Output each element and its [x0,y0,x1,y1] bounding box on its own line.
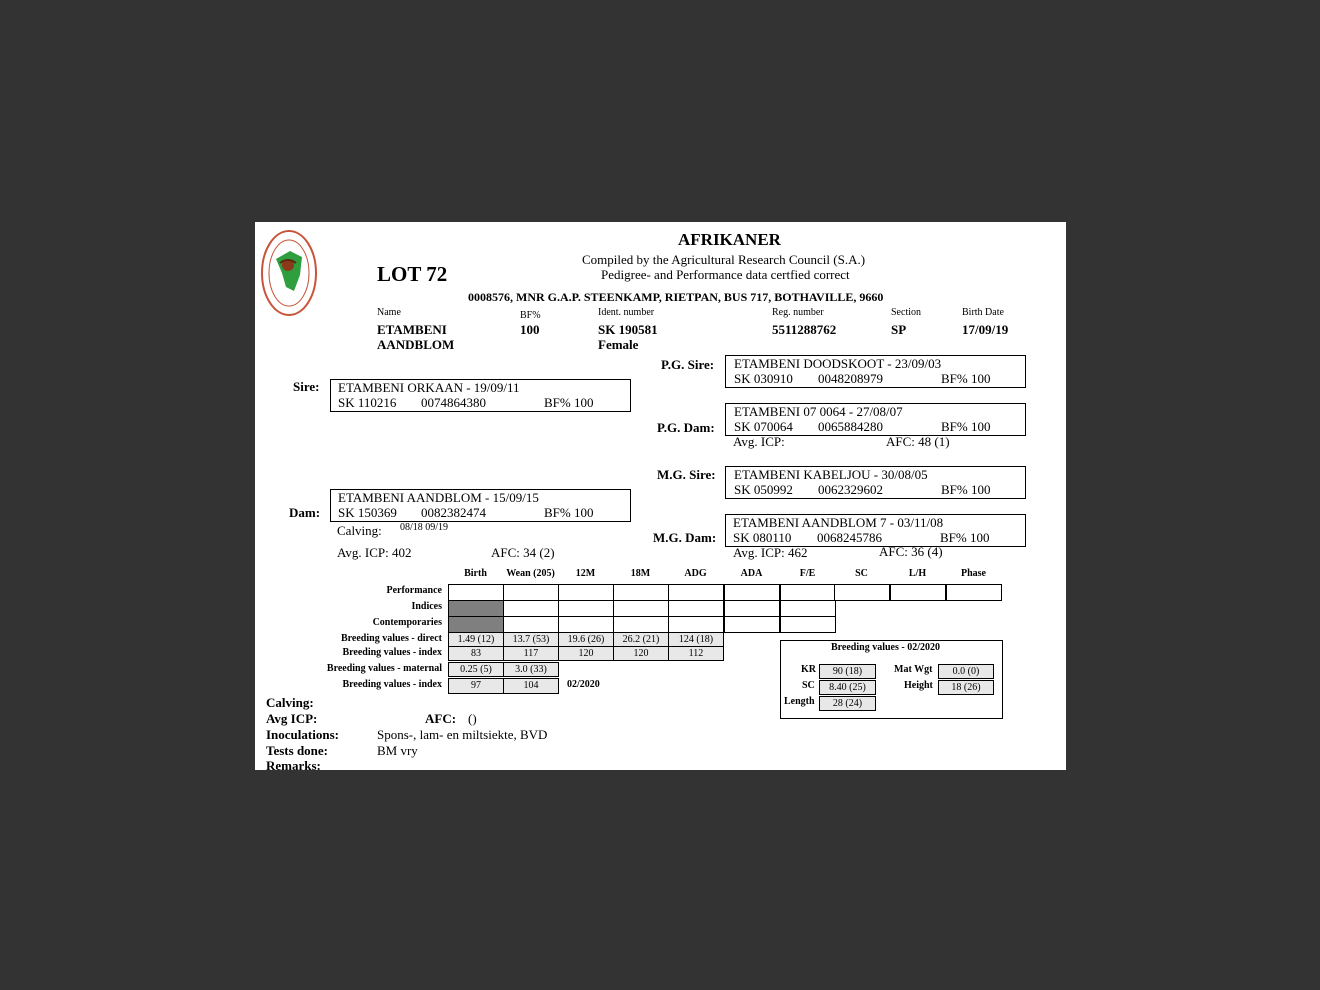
bv-mat-index-cell: 97 [448,678,504,694]
indices-cell [503,600,559,617]
animal-name-2: AANDBLOM [377,337,455,352]
mg-dam-bf: BF% 100 [940,530,990,545]
row-label-6: Breeding values - index [342,679,442,690]
animal-section: SP [891,322,907,337]
bv-kr-label: KR [801,664,816,675]
dam-ident: SK 150369 [338,505,397,520]
bv-sc-label: SC [802,680,815,691]
indices-cell [780,600,836,617]
pg-dam-label: P.G. Dam: [657,420,715,435]
contemporaries-cell [724,616,780,633]
lot-number: LOT 72 [377,262,448,286]
bv-direct-cell: 1.49 (12) [448,632,504,647]
header-birth: Birth Date [962,307,1004,318]
dam-calving-label: Calving: [337,523,382,538]
row-label-4: Breeding values - index [342,647,442,658]
mg-dam-box [725,514,1026,547]
header-reg: Reg. number [772,307,824,318]
header-bf: BF% [520,310,541,321]
bv-index-cell: 120 [558,646,614,661]
pg-sire-ident: SK 030910 [734,371,793,386]
col-header-2: 12M [575,568,596,579]
performance-cell [503,584,559,601]
owner-line: 0008576, MNR G.A.P. STEENKAMP, RIETPAN, BUS 717, BOTHAVILLE, 9660 [468,290,884,304]
dam-calving-value: 08/18 09/19 [400,522,449,533]
indices-cell [448,600,504,617]
bv-index-cell: 112 [668,646,724,661]
performance-cell [834,584,890,601]
bv-box [780,640,1003,719]
row-label-0: Performance [386,585,442,596]
bv-index-cell: 120 [613,646,669,661]
bv-direct-cell: 13.7 (53) [503,632,559,647]
sire-box [330,379,631,412]
contemporaries-cell [668,616,724,633]
pg-sire-bf: BF% 100 [941,371,991,386]
contemporaries-cell [613,616,669,633]
col-header-3: 18M [630,568,651,579]
footer-inoc-label: Inoculations: [266,727,339,742]
dam-afc: AFC: 34 (2) [491,545,555,560]
footer-calving: Calving: [266,695,314,710]
performance-cell [946,584,1002,601]
bv-direct-cell: 26.2 (21) [613,632,669,647]
indices-cell [558,600,614,617]
sire-reg: 0074864380 [421,395,486,410]
bv-mat-index-cell: 104 [503,678,559,694]
pg-dam-afc: AFC: 48 (1) [886,434,950,449]
bv-index-cell: 83 [448,646,504,661]
pg-dam-reg: 0065884280 [818,419,883,434]
animal-reg: 5511288762 [772,322,837,337]
animal-bf: 100 [520,322,540,337]
row-label-5: Breeding values - maternal [326,663,442,674]
col-header-7: SC [855,568,868,579]
performance-cell [780,584,836,601]
compiled-by: Compiled by the Agricultural Research Council (S.A.) [582,252,866,267]
mg-dam-reg: 0068245786 [817,530,882,545]
bv-length-label: Length [784,696,815,707]
society-logo [260,229,318,317]
col-header-6: F/E [799,568,816,579]
sire-ident: SK 110216 [338,395,397,410]
pg-dam-ident: SK 070064 [734,419,793,434]
mg-sire-ident: SK 050992 [734,482,793,497]
bv-matwgt-value: 0.0 (0) [938,664,994,679]
row-label-3: Breeding values - direct [340,633,442,644]
mg-dam-label: M.G. Dam: [653,530,717,545]
sire-label: Sire: [293,379,320,394]
contemporaries-cell [558,616,614,633]
bv-direct-cell: 124 (18) [668,632,724,647]
bv-height-label: Height [904,680,933,691]
animal-ident: SK 190581 [598,322,658,337]
dam-icp: Avg. ICP: 402 [337,545,412,560]
pg-dam-box [725,403,1026,436]
col-header-9: Phase [961,568,986,579]
footer-tests-value: BM vry [377,743,418,758]
col-header-5: ADA [740,568,763,579]
footer-inoc-value: Spons-, lam- en miltsiekte, BVD [377,727,548,742]
pg-sire-reg: 0048208979 [818,371,883,386]
mg-sire-line1: ETAMBENI KABELJOU - 30/08/05 [734,467,928,482]
indices-cell [724,600,780,617]
mg-dam-icp: Avg. ICP: 462 [733,545,808,560]
col-header-8: L/H [908,568,927,579]
bv-length-value: 28 (24) [819,696,876,711]
bv-maternal-cell: 3.0 (33) [503,662,559,677]
contemporaries-cell [780,616,836,633]
mg-dam-ident: SK 080110 [733,530,792,545]
bv-matwgt-label: Mat Wgt [894,664,933,675]
mg-sire-label: M.G. Sire: [657,467,716,482]
bv-height-value: 18 (26) [938,680,994,695]
mg-sire-reg: 0062329602 [818,482,883,497]
sire-bf: BF% 100 [544,395,594,410]
dam-label: Dam: [289,505,321,520]
performance-cell [890,584,946,601]
col-header-0: Birth [464,568,487,579]
header-ident: Ident. number [598,307,655,318]
dam-reg: 0082382474 [421,505,486,520]
bv-date: 02/2020 [567,679,600,690]
header-name: Name [377,307,401,318]
performance-cell [668,584,724,601]
performance-cell [613,584,669,601]
pg-dam-bf: BF% 100 [941,419,991,434]
footer-tests-label: Tests done: [266,743,329,758]
footer-avgicp: Avg ICP: [266,711,318,726]
bv-direct-cell: 19.6 (26) [558,632,614,647]
performance-cell [558,584,614,601]
row-label-1: Indices [411,601,442,612]
dam-box [330,489,631,522]
pg-dam-line1: ETAMBENI 07 0064 - 27/08/07 [734,404,903,419]
mg-dam-afc: AFC: 36 (4) [879,544,943,559]
mg-sire-box [725,466,1026,499]
col-header-1: Wean (205) [506,568,555,579]
certified-note: Pedigree- and Performance data certfied correct [601,267,850,282]
performance-cell [448,584,504,601]
pg-dam-icp: Avg. ICP: [733,434,785,449]
mg-sire-bf: BF% 100 [941,482,991,497]
pg-sire-line1: ETAMBENI DOODSKOOT - 23/09/03 [734,356,942,371]
breed-title: AFRIKANER [678,230,781,249]
certificate-page [255,222,1066,770]
dam-line1: ETAMBENI AANDBLOM - 15/09/15 [338,490,539,505]
performance-cell [724,584,780,601]
footer-remarks: Remarks: [266,758,321,770]
pg-sire-label: P.G. Sire: [661,357,715,372]
animal-birth: 17/09/19 [962,322,1009,337]
mg-dam-line1: ETAMBENI AANDBLOM 7 - 03/11/08 [733,515,944,530]
bv-index-cell: 117 [503,646,559,661]
header-section: Section [891,307,921,318]
bv-box-title: Breeding values - 02/2020 [831,642,940,653]
sire-line1: ETAMBENI ORKAAN - 19/09/11 [338,380,520,395]
footer-afc-label: AFC: [425,711,457,726]
animal-name-1: ETAMBENI [377,322,447,337]
indices-cell [668,600,724,617]
indices-cell [613,600,669,617]
bv-kr-value: 90 (18) [819,664,876,679]
bv-maternal-cell: 0.25 (5) [448,662,504,677]
animal-sex: Female [598,337,639,352]
footer-afc-value: () [468,711,477,726]
row-label-2: Contemporaries [372,617,442,628]
bv-sc-value: 8.40 (25) [819,680,876,695]
pg-sire-box [725,355,1026,388]
dam-bf: BF% 100 [544,505,594,520]
contemporaries-cell [503,616,559,633]
contemporaries-cell [448,616,504,633]
col-header-4: ADG [684,568,707,579]
